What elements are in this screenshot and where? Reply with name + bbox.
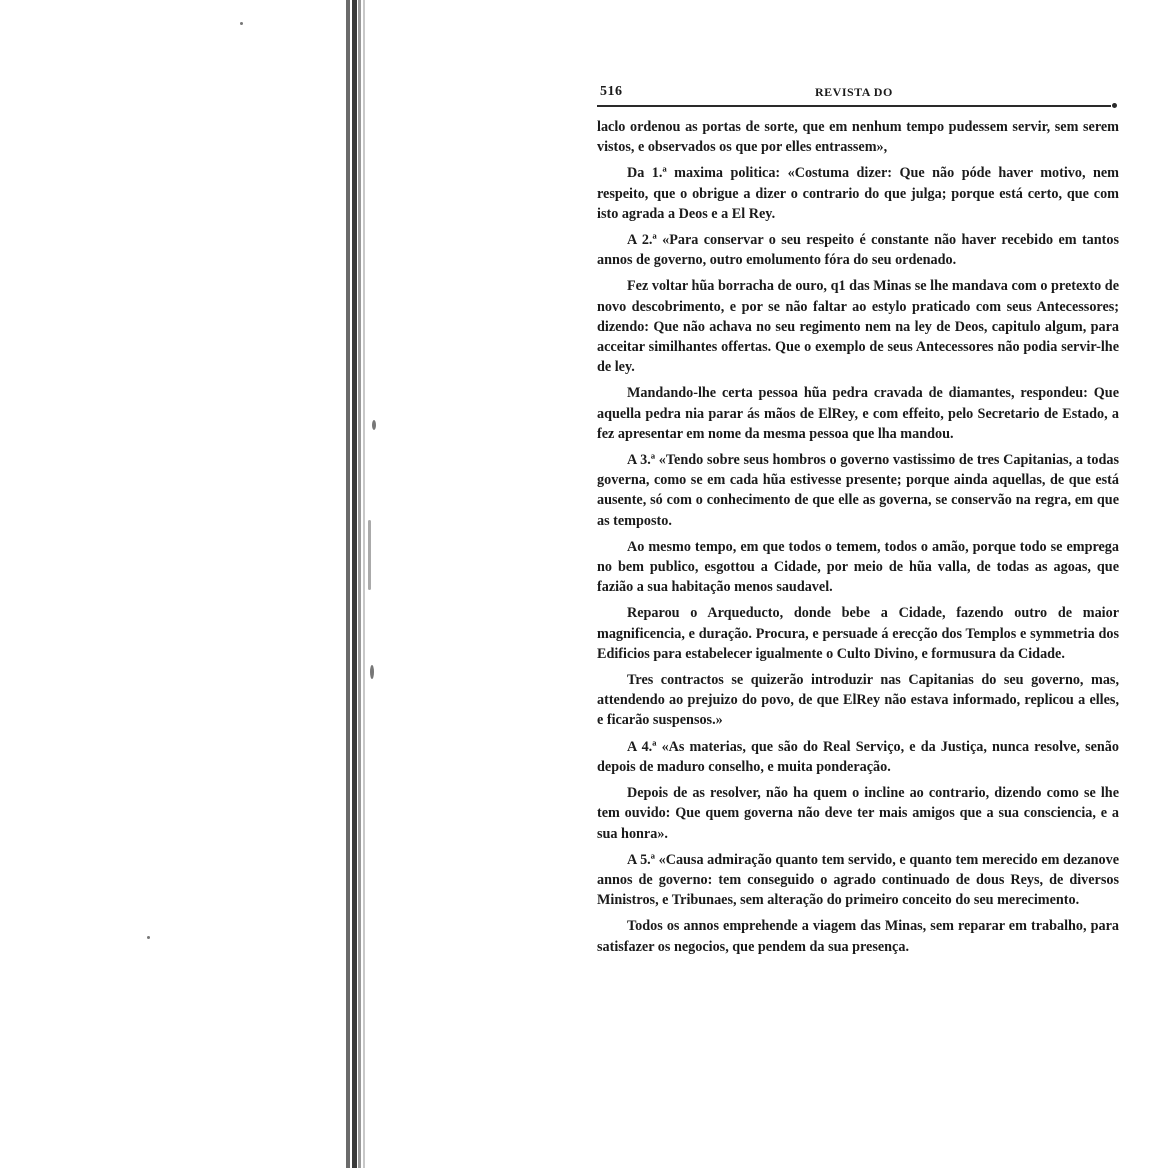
scan-speck: [370, 665, 374, 679]
book-gutter: [346, 0, 376, 1168]
gutter-shadow-line: [352, 0, 357, 1168]
gutter-shadow-line: [346, 0, 350, 1168]
paragraph: Depois de as resolver, não ha quem o incline ao contrario, dizendo como se lhe tem ouvido: Que quem governa não deve ter mais amigos que a sua consciencia, e a sua honra».: [597, 785, 1119, 842]
header-rule: [597, 105, 1111, 107]
paragraph: Todos os annos emprehende a viagem das Minas, sem reparar em trabalho, para satisfazer os negocios, que pendem da sua presença.: [597, 918, 1119, 955]
paragraph: Ao mesmo tempo, em que todos o temem, todos o amão, porque todo se emprega no bem publico, esgottou a Cidade, por meio de hũa valla, de todas as agoas, que fazião a sua habitação menos saudavel.: [597, 538, 1119, 596]
running-title: REVISTA DO: [815, 85, 893, 99]
paragraph: A 5.ª «Causa admiração quanto tem servido, e quanto tem merecido em dezanove annos de governo: tem conseguido o agrado continuado de dous Reys, de diversos Ministros, e Tribunaes, sem alteração do primeiro conceito do seu merecimento.: [597, 851, 1119, 909]
paragraph: A 2.ª «Para conservar o seu respeito é constante não haver recebido em tantos annos de governo, outro emolumento fóra do seu ordenado.: [597, 232, 1119, 269]
gutter-shadow-line: [363, 0, 365, 1168]
paragraph: Reparou o Arqueducto, donde bebe a Cidade, fazendo outro de maior magnificencia, e duração. Procura, e persuade á erecção dos Templos e symmetria dos Edificios para estabelecer igualmente o Culto Divino, e formusura da Cidade.: [597, 605, 1119, 662]
paragraph: A 3.ª «Tendo sobre seus hombros o governo vastissimo de tres Capitanias, a todas governa, como se em cada hũa estivesse presente; porque ainda aquellas, de que está ausente, só com o conhecimento de que elle as governa, se conservão na regra, em que as temposto.: [597, 452, 1119, 529]
scan-speck: [240, 22, 243, 25]
gutter-shadow-line: [358, 0, 361, 1168]
scan-speck: [147, 936, 150, 939]
paragraph: A 4.ª «As materias, que são do Real Serviço, e da Justiça, nunca resolve, senão depois de maduro conselho, e muita ponderação.: [597, 738, 1119, 775]
paragraph: Fez voltar hũa borracha de ouro, q1 das Minas se lhe mandava com o pretexto de novo descobrimento, e por se não faltar ao estylo praticado com seus Antecessores; dizendo: Que não achava no seu regimento nem na ley de Deos, capitulo algum, para acceitar similhantes offertas. Que o exemplo de seus Antecessores não podia servir-lhe de ley.: [597, 278, 1119, 376]
paragraph: Mandando-lhe certa pessoa hũa pedra cravada de diamantes, respondeu: Que aquella pedra nia parar ás mãos de ElRey, e com effeito, pelo Secretario de Estado, a fez apresentar em nome da mesma pessoa que lha mandou.: [597, 385, 1119, 442]
scan-speck: [368, 520, 371, 590]
paragraph: Tres contractos se quizerão introduzir nas Capitanias do seu governo, mas, attendendo ao prejuizo do povo, de que ElRey não estava informado, replicou a elles, e ficarão suspensos.»: [597, 672, 1119, 729]
page-number: 516: [600, 84, 623, 99]
page-header: [597, 82, 1119, 102]
paragraph: laclo ordenou as portas de sorte, que em nenhum tempo pudessem servir, sem serem vistos, e observados os que por elles entrassem»,: [597, 119, 1119, 156]
paragraph: Da 1.ª maxima politica: «Costuma dizer: Que não póde haver motivo, nem respeito, que o obrigue a dizer o contrario do que julga; porque está certo, que com isto agrada a Deos e a El Rey.: [597, 165, 1119, 222]
book-page: [597, 82, 1119, 963]
scan-speck: [372, 420, 376, 430]
body-text: [597, 117, 1119, 957]
